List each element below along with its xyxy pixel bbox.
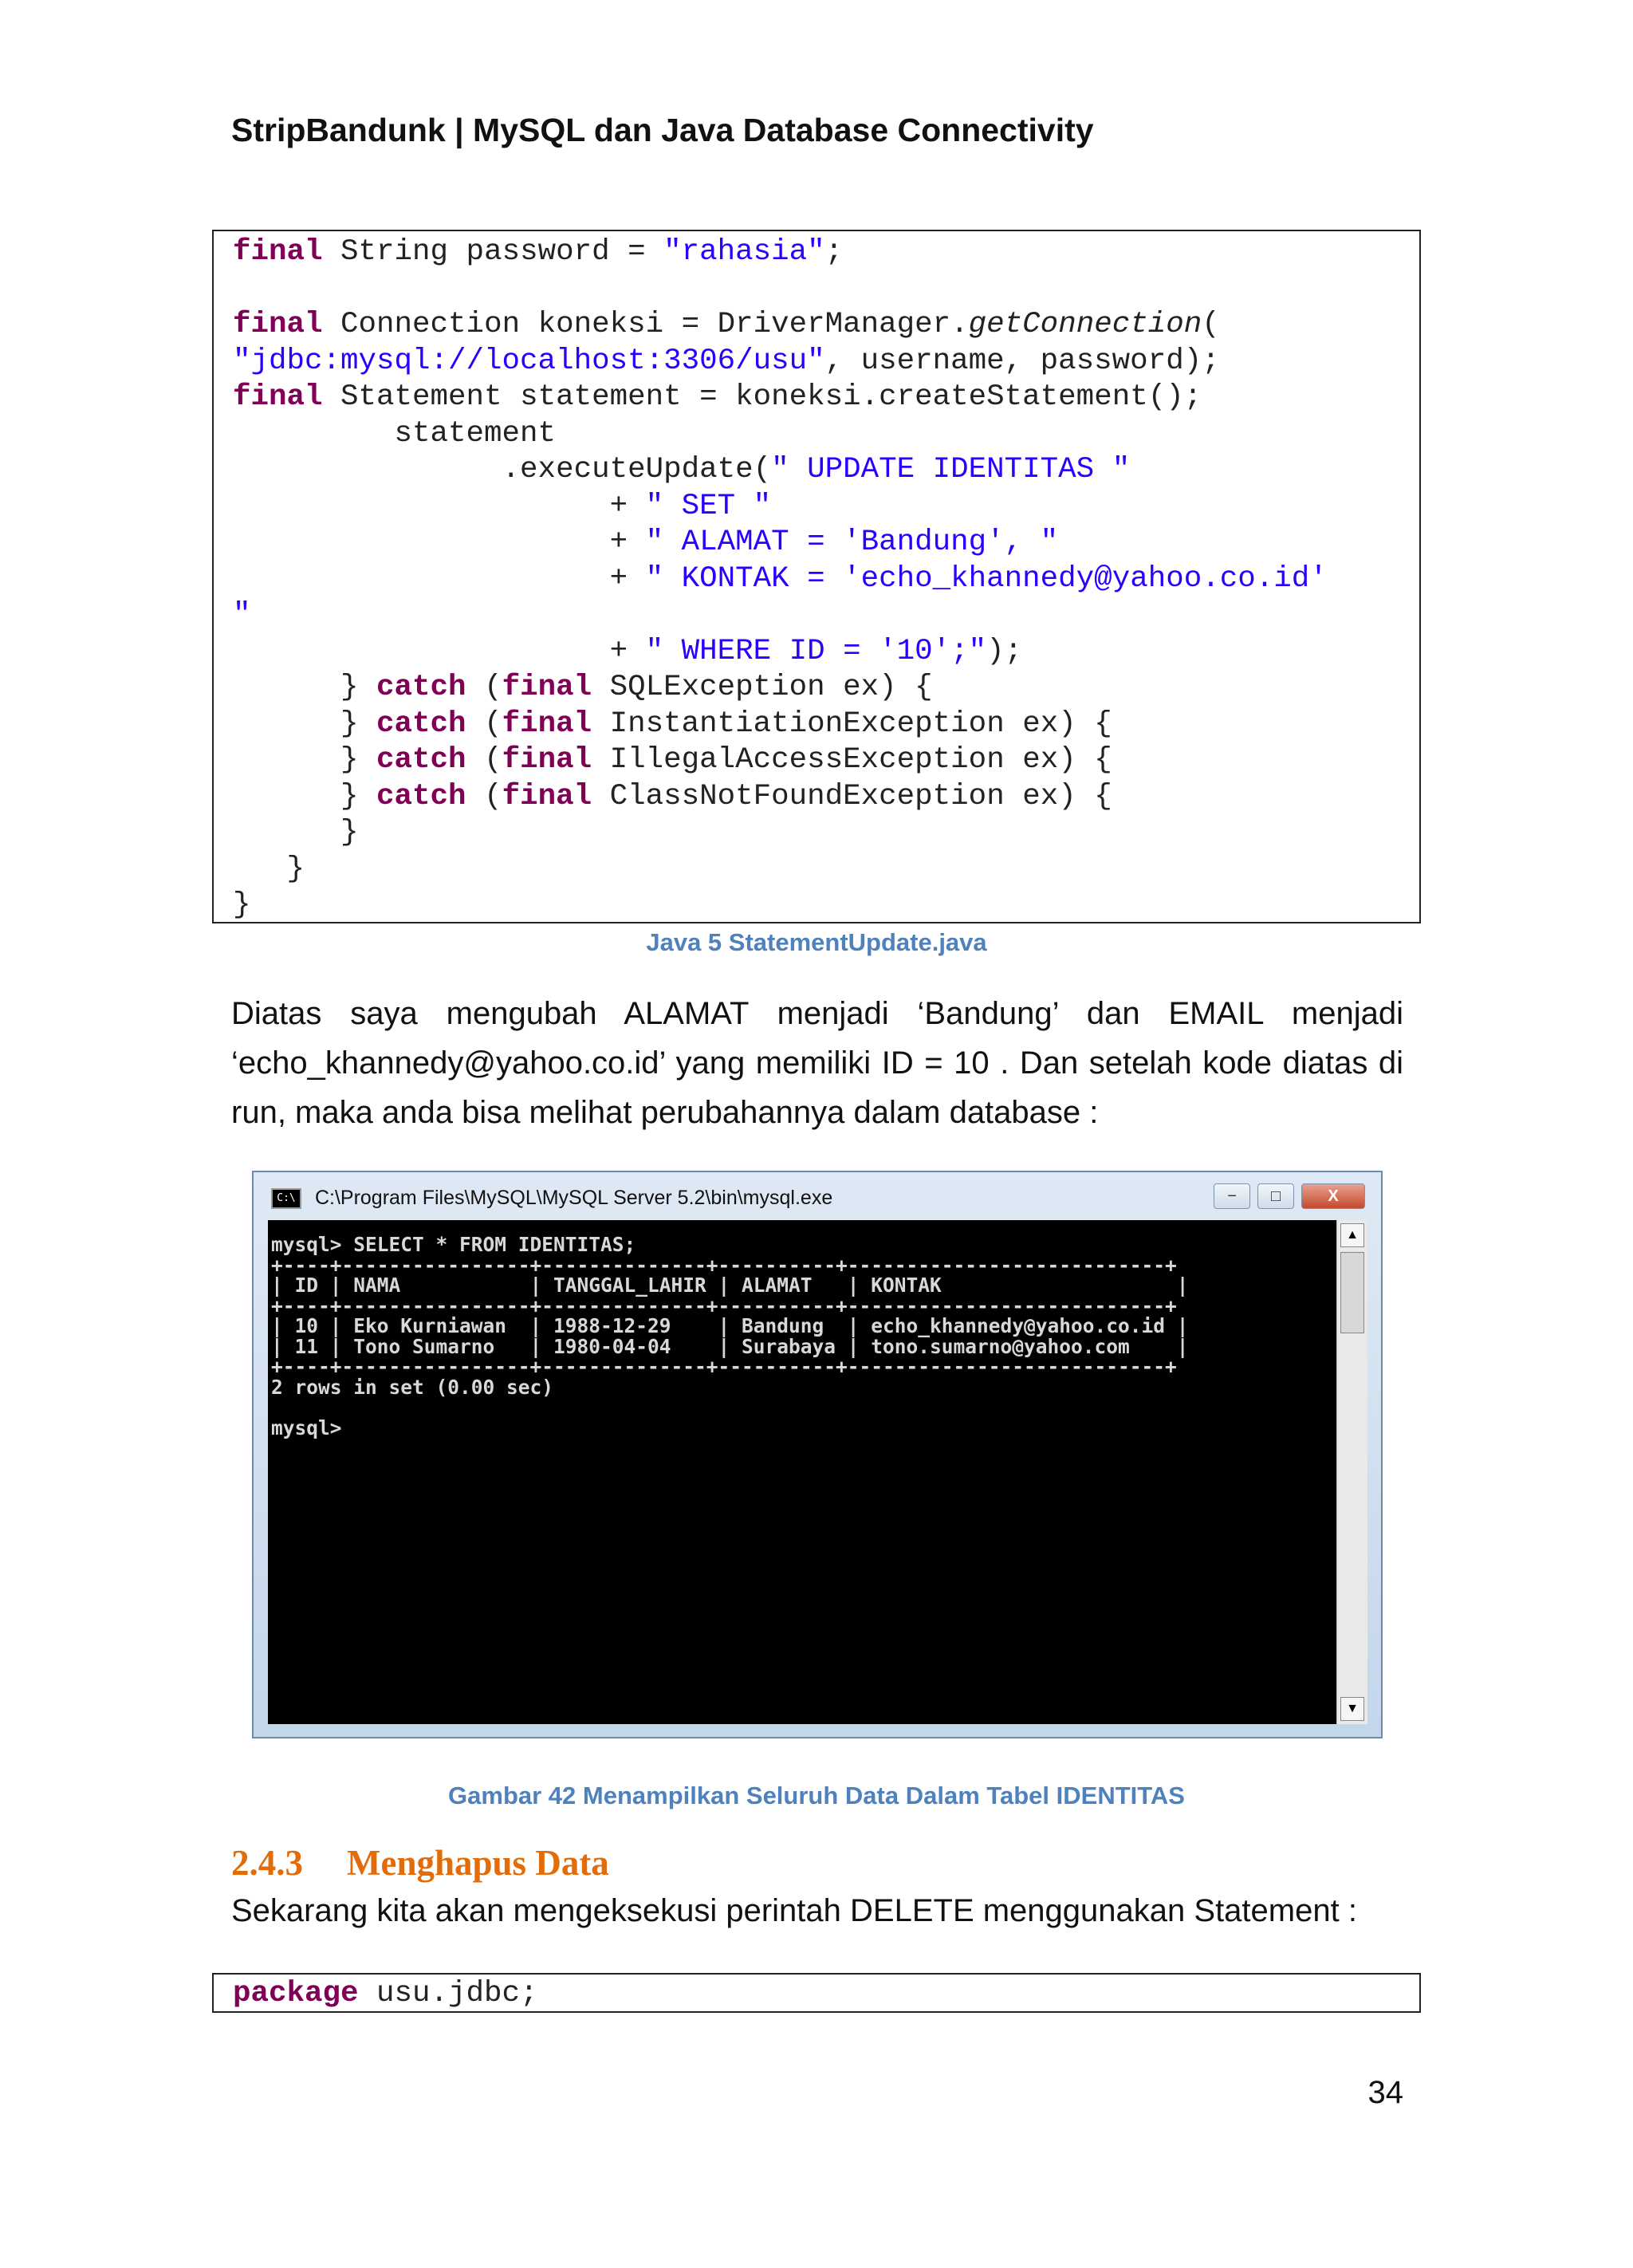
code-token: +	[233, 561, 646, 596]
code-token: final	[502, 779, 592, 813]
code-token: SQLException ex) {	[592, 671, 933, 704]
code-token: " KONTAK = 'echo_khannedy@yahoo.co.id'	[645, 561, 1328, 596]
code-token: }	[233, 816, 359, 849]
code-caption: Java 5 StatementUpdate.java	[646, 928, 987, 956]
code-token: , username, password);	[824, 344, 1220, 378]
code-token: final	[502, 743, 592, 777]
code-listing-statement-update	[212, 230, 1421, 923]
code-line	[233, 525, 1419, 561]
vertical-scrollbar[interactable]	[1336, 1220, 1367, 1724]
code-line	[233, 452, 1419, 489]
code-token: }	[233, 779, 377, 813]
code-token: final	[233, 380, 323, 414]
code-line	[233, 416, 1419, 453]
code-token: }	[233, 888, 251, 922]
code-token: +	[233, 526, 646, 559]
code-token: "rahasia"	[663, 235, 825, 269]
code-token: Statement statement = koneksi.createStatement();	[322, 380, 1202, 414]
scroll-down-arrow-icon[interactable]: ▼	[1340, 1697, 1364, 1721]
maximize-button[interactable]: □	[1257, 1183, 1294, 1209]
console-window-screenshot	[252, 1171, 1383, 1738]
code-line	[233, 707, 1419, 743]
code-token: catch	[376, 779, 466, 813]
code-token: ClassNotFoundException ex) {	[592, 779, 1112, 813]
paragraph-line: Diatas saya mengubah ALAMAT menjadi ‘Bandung’ dan EMAIL menjadi	[231, 996, 1403, 1031]
code-token: (	[466, 707, 502, 741]
code-line	[233, 742, 1419, 779]
code-token: catch	[376, 707, 466, 741]
section-heading	[231, 1842, 609, 1884]
cmd-icon: C:\	[271, 1188, 301, 1209]
window-controls	[1212, 1183, 1365, 1211]
code-token: IllegalAccessException ex) {	[592, 743, 1112, 777]
code-token: catch	[376, 671, 466, 704]
section-number: 2.4.3	[231, 1843, 303, 1883]
code-token: final	[233, 308, 323, 341]
code-token: String password =	[322, 235, 664, 269]
code-token: (	[466, 743, 502, 777]
code-token: package	[233, 1977, 359, 2010]
code-token: final	[502, 707, 592, 741]
code-line	[233, 271, 1419, 308]
code-token: (	[466, 671, 502, 704]
code-token: Connection koneksi = DriverManager.	[322, 308, 969, 341]
code-line	[233, 888, 1419, 923]
code-token: ;	[824, 235, 844, 269]
code-token: usu.jdbc;	[358, 1977, 538, 2010]
code-line	[233, 307, 1419, 344]
minimize-button[interactable]: −	[1214, 1183, 1250, 1209]
paragraph-line: run, maka anda bisa melihat perubahannya dalam database :	[231, 1095, 1099, 1130]
code-token: " SET "	[645, 489, 772, 523]
code-token: " UPDATE IDENTITAS "	[771, 453, 1131, 486]
code-line	[233, 634, 1419, 671]
scroll-up-arrow-icon[interactable]: ▲	[1340, 1223, 1364, 1247]
code-token: " WHERE ID = '10';"	[645, 634, 987, 668]
code-token: final	[502, 671, 592, 704]
window-titlebar	[263, 1183, 1371, 1215]
code-token: (	[1202, 308, 1220, 341]
code-line	[233, 344, 1419, 380]
code-token: getConnection	[968, 308, 1202, 341]
intro-sentence: Sekarang kita akan mengeksekusi perintah DELETE menggunakan Statement :	[231, 1893, 1357, 1928]
console-output: mysql> SELECT * FROM IDENTITAS; +----+----------------+--------------+----------+---------------------------+ | ID | NAMA | TANGGAL_LAHIR | ALAMAT | KONTAK | +----+----------------+--------------+----------+---------------------------+ | 10 | Eko Kurniawan | 1988-12-29 | Bandung | echo_khannedy@yahoo.co.id | | 11 | Tono Sumarno | 1980-04-04 | Surabaya | tono.sumarno@yahoo.com | +----+----------------+--------------+----------+---------------------------+ 2 rows in set (0.00 sec) mysql>	[271, 1233, 1189, 1439]
code-line	[233, 815, 1419, 852]
code-line	[233, 779, 1419, 816]
code-token: }	[233, 852, 305, 886]
code-token: statement	[233, 416, 557, 451]
code-listing-package	[212, 1973, 1421, 2013]
code-token: +	[233, 489, 646, 523]
code-token: InstantiationException ex) {	[592, 707, 1112, 741]
code-line	[233, 380, 1419, 416]
body-paragraph	[231, 989, 1403, 1137]
console-output-area	[268, 1220, 1336, 1724]
code-line	[233, 597, 1419, 634]
code-token: " ALAMAT = 'Bandung', "	[645, 526, 1059, 559]
code-token: (	[466, 779, 502, 813]
code-token: "	[233, 598, 251, 632]
code-token: }	[233, 671, 377, 704]
code-line	[233, 234, 1419, 271]
paragraph-line: ‘echo_khannedy@yahoo.co.id’ yang memiliki ID = 10 . Dan setelah kode diatas di	[231, 1045, 1403, 1081]
code-token: "jdbc:mysql://localhost:3306/usu"	[233, 344, 825, 378]
code-token: .executeUpdate(	[233, 453, 772, 486]
code-line	[233, 670, 1419, 707]
code-token: }	[233, 743, 377, 777]
code-token: +	[233, 634, 646, 668]
code-token: }	[233, 707, 377, 741]
figure-caption: Gambar 42 Menampilkan Seluruh Data Dalam Tabel IDENTITAS	[448, 1782, 1185, 1809]
code-line	[233, 1976, 1419, 2013]
running-header: StripBandunk | MySQL dan Java Database Connectivity	[231, 112, 1094, 148]
close-button[interactable]: X	[1301, 1183, 1365, 1209]
code-line	[233, 561, 1419, 598]
code-token: );	[986, 634, 1023, 668]
code-line	[233, 852, 1419, 888]
code-token: final	[233, 235, 323, 269]
section-title: Menghapus Data	[347, 1843, 609, 1883]
window-title: C:\Program Files\MySQL\MySQL Server 5.2\bin\mysql.exe	[314, 1187, 833, 1209]
code-token: catch	[376, 743, 466, 777]
page-number: 34	[1367, 2075, 1403, 2110]
code-line	[233, 489, 1419, 526]
scrollbar-thumb[interactable]	[1340, 1252, 1364, 1333]
